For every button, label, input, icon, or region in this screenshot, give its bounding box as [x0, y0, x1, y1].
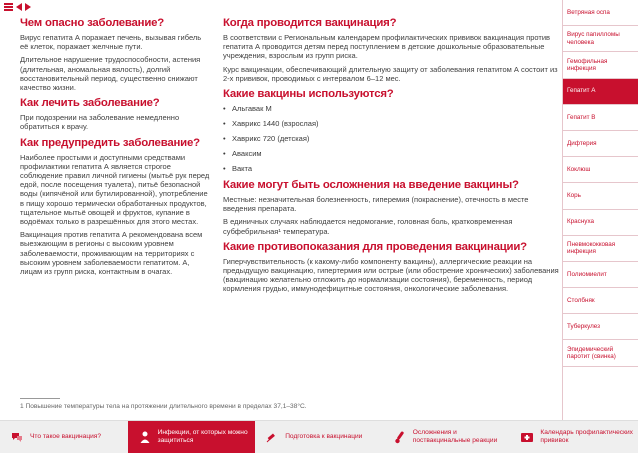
sidebar — [562, 0, 638, 420]
column-left — [20, 14, 210, 280]
list-item: • Хаврикс 1440 (взрослая) — [223, 119, 561, 128]
sidebar-item-hib[interactable]: Гемофильная инфекция — [563, 52, 638, 78]
sidebar-item-diphtheria[interactable]: Дифтерия — [563, 131, 638, 157]
footnote: 1 Повышение температуры тела на протяжении длительного времени в пределах 37,1–38°С. — [20, 403, 307, 410]
text-danger-1: Вирус гепатита А поражает печень, вызывая гибель её клеток, поражает желчные пути. — [20, 33, 202, 52]
heading-treatment: Как лечить заболевание? — [20, 97, 160, 110]
sidebar-item-hepatitis-b[interactable]: Гепатит В — [563, 105, 638, 131]
tab-label: Осложнения и поствакцинальные реакции — [412, 429, 498, 444]
tab-calendar[interactable] — [510, 421, 638, 453]
text-contraindications: Гиперчувствительность (к какому-либо компоненту вакцины), аллергические реакции на предыдущую вакцинацию, гипертермия или острые (или обострение хронических) заболевания (вакцинацию желательно отложить до нормализации состояния), беременность, период кормления грудью, иммунодефицитные состояния, онкологические заболевания. — [223, 256, 559, 294]
person-icon — [138, 430, 152, 444]
arrow-right-icon[interactable] — [25, 3, 31, 11]
sidebar-item-rubella[interactable]: Краснуха — [563, 210, 638, 236]
tab-label: Календарь профилактических прививок — [540, 429, 633, 444]
menu-icon[interactable] — [4, 3, 13, 11]
vaccine-list — [223, 104, 561, 173]
tab-what-is-vaccination[interactable] — [0, 421, 128, 453]
tab-label: Что такое вакцинация? — [30, 433, 102, 441]
heading-vaccines: Какие вакцины используются? — [223, 88, 394, 101]
sidebar-item-pneumococcal[interactable]: Пневмококковая инфекция — [563, 236, 638, 262]
bottom-navigation — [0, 420, 638, 453]
sidebar-item-tuberculosis[interactable]: Туберкулез — [563, 314, 638, 340]
sidebar-item-chickenpox[interactable]: Ветряная оспа — [563, 0, 638, 26]
heading-prevention: Как предупредить заболевание? — [20, 136, 200, 149]
top-navigation — [4, 2, 31, 12]
list-item: • Альгавак М — [223, 104, 561, 113]
tab-preparation[interactable] — [255, 421, 383, 453]
sidebar-item-tetanus[interactable]: Столбняк — [563, 288, 638, 314]
footnote-divider — [20, 398, 60, 399]
sidebar-item-hpv[interactable]: Вирус папилломы человека — [563, 26, 638, 52]
question-icon — [10, 430, 24, 444]
text-treatment: При подозрении на заболевание немедленно обратиться к врачу. — [20, 113, 180, 132]
thermometer-icon — [393, 430, 407, 444]
sidebar-item-pertussis[interactable]: Коклюш — [563, 157, 638, 183]
text-danger-2: Длительное нарушение трудоспособности, астения (длительная, аномальная вялость), долгий восстановительный период, существенно снижают качество жизни. — [20, 55, 201, 93]
text-complications-2: В единичных случаях наблюдается недомогание, головная боль, кратковременная субфебрильная¹ температура. — [223, 217, 513, 236]
heading-complications: Какие могут быть осложнения на введение вакцины? — [223, 179, 519, 192]
sidebar-item-mumps[interactable]: Эпидемический паротит (свинка) — [563, 340, 638, 366]
list-item: • Вакта — [223, 164, 561, 173]
text-prevention-1: Наиболее простыми и доступными средствами профилактики гепатита А является строгое соблюдение правил личной гигиены (мытьё рук перед едой, после посещения туалета), питьё безопасной воды (кипячёной или бутилированной), употребление в пищу хорошо термически обработанных продуктов, тщательное мытьё овощей и фруктов, купание в водоёмах только в разрешённых для этого местах. — [20, 152, 210, 227]
arrow-left-icon[interactable] — [16, 3, 22, 11]
list-item: • Аваксим — [223, 149, 561, 158]
first-aid-icon — [520, 430, 534, 444]
heading-contraindications: Какие противопоказания для проведения вакцинации? — [223, 240, 527, 253]
sidebar-item-polio[interactable]: Полиомиелит — [563, 262, 638, 288]
text-when-1: В соответствии с Региональным календарем профилактических прививок вакцинация против гепатита А проводится детям перед поступлением в детские дошкольные образовательные учреждения, взрослым из групп риска. — [223, 33, 551, 61]
text-when-2: Курс вакцинации, обеспечивающий длительную защиту от заболевания гепатитом А состоит из 2-х прививок, проводимых с интервалом 6–12 мес. — [223, 64, 558, 83]
sidebar-item-measles[interactable]: Корь — [563, 183, 638, 209]
tab-label: Подготовка к вакцинации — [285, 433, 363, 441]
list-item: • Хаврикс 720 (детская) — [223, 134, 561, 143]
text-prevention-2: Вакцинация против гепатита А рекомендована всем выезжающим в регионы с высоким уровнем заболеваемости, проживающим на территориях с высоким уровнем заболеваемости гепатитом. А, лицам из групп риска, контактным в очагах. — [20, 230, 203, 277]
heading-when: Когда проводится вакцинация? — [223, 17, 397, 29]
tab-label: Инфекции, от которых можно защититься — [157, 429, 248, 444]
text-complications-1: Местные: незначительная болезненность, гиперемия (покраснение), отечность в месте введения препарата. — [223, 195, 529, 214]
column-right — [223, 14, 561, 298]
sidebar-item-hepatitis-a[interactable]: Гепатит А — [563, 79, 638, 105]
syringe-icon — [265, 430, 279, 444]
tab-complications[interactable] — [383, 421, 511, 453]
tab-infections[interactable] — [128, 421, 256, 453]
main-content — [20, 14, 562, 394]
heading-danger: Чем опасно заболевание? — [20, 17, 165, 29]
